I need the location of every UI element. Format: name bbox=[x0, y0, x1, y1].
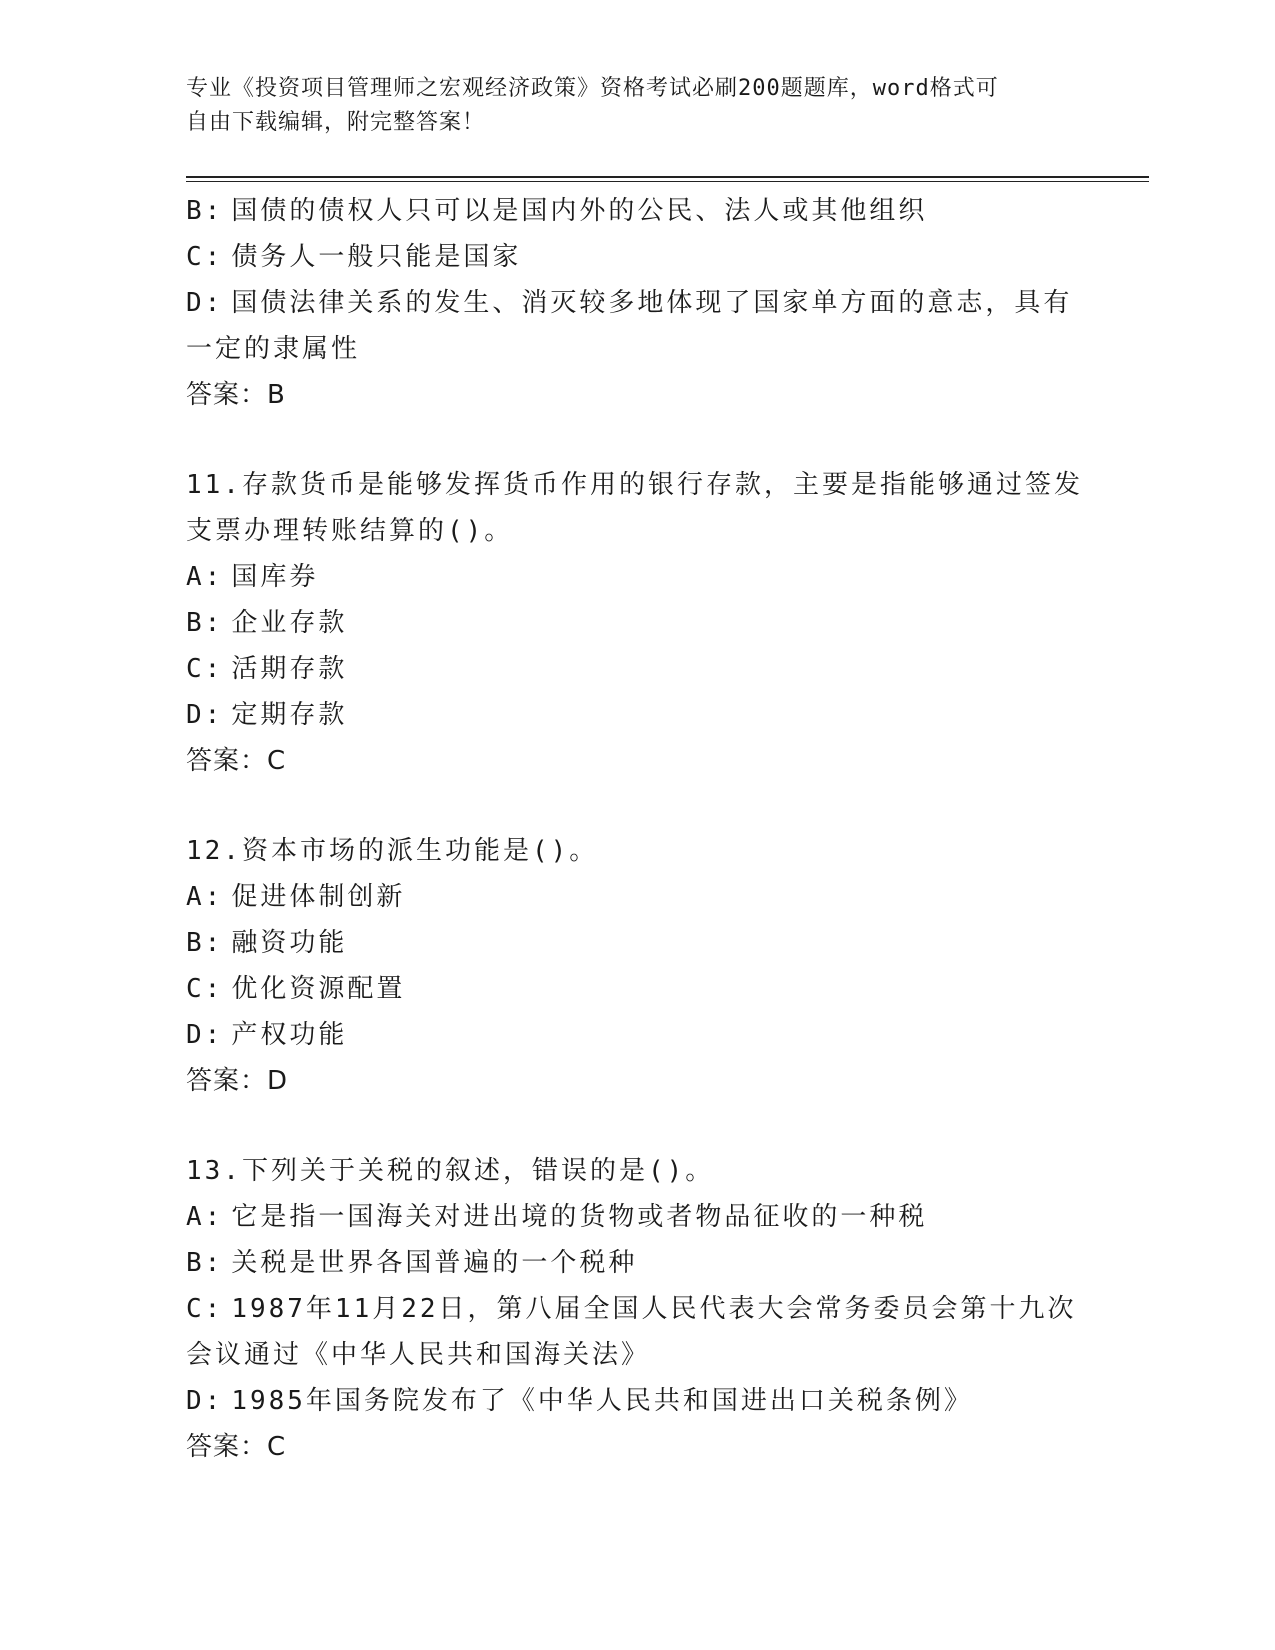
option-prefix: D: bbox=[186, 288, 224, 318]
option-c-continued: 会议通过《中华人民共和国海关法》 bbox=[186, 1340, 651, 1370]
option-prefix: D: bbox=[186, 1020, 224, 1050]
option-text: 国库券 bbox=[231, 562, 319, 592]
option-prefix: C: bbox=[186, 1294, 224, 1324]
option-text: 优化资源配置 bbox=[231, 974, 406, 1004]
option-text: 活期存款 bbox=[231, 654, 348, 684]
question-12 bbox=[186, 828, 1086, 1104]
option-a bbox=[186, 1194, 1086, 1240]
option-d bbox=[186, 692, 1086, 738]
option-d bbox=[186, 1378, 1086, 1424]
answer: 答案：B bbox=[186, 380, 286, 410]
option-prefix: A: bbox=[186, 1202, 224, 1232]
option-prefix: A: bbox=[186, 882, 224, 912]
option-prefix: B: bbox=[186, 196, 224, 226]
question-13 bbox=[186, 1148, 1086, 1470]
question-11 bbox=[186, 462, 1086, 784]
option-prefix: C: bbox=[186, 974, 224, 1004]
option-text: 企业存款 bbox=[231, 608, 348, 638]
document-header bbox=[186, 72, 1066, 140]
question-stem: 13.下列关于关税的叙述，错误的是()。 bbox=[186, 1156, 715, 1186]
header-rule-thin bbox=[186, 181, 1149, 182]
option-text: 1985年国务院发布了《中华人民共和国进出口关税条例》 bbox=[231, 1386, 973, 1416]
option-prefix: B: bbox=[186, 608, 224, 638]
header-line-1: 专业《投资项目管理师之宏观经济政策》资格考试必刷200题题库，word格式可 bbox=[186, 76, 999, 101]
option-prefix: C: bbox=[186, 242, 224, 272]
header-line-2: 自由下载编辑，附完整答案！ bbox=[186, 110, 486, 135]
option-prefix: B: bbox=[186, 928, 224, 958]
option-c bbox=[186, 1286, 1086, 1332]
answer: 答案：D bbox=[186, 1066, 289, 1096]
option-text: 1987年11月22日，第八届全国人民代表大会常务委员会第十九次 bbox=[231, 1294, 1077, 1324]
option-b bbox=[186, 920, 1086, 966]
option-text: 产权功能 bbox=[231, 1020, 348, 1050]
option-d bbox=[186, 1012, 1086, 1058]
option-prefix: D: bbox=[186, 700, 224, 730]
header-rule-thick bbox=[186, 176, 1149, 178]
option-text: 它是指一国海关对进出境的货物或者物品征收的一种税 bbox=[231, 1202, 928, 1232]
question-10-tail bbox=[186, 188, 1086, 418]
question-list bbox=[186, 188, 1086, 1470]
option-text: 债务人一般只能是国家 bbox=[231, 242, 522, 272]
option-c bbox=[186, 966, 1086, 1012]
option-prefix: A: bbox=[186, 562, 224, 592]
option-text: 国债的债权人只可以是国内外的公民、法人或其他组织 bbox=[231, 196, 928, 226]
option-text: 国债法律关系的发生、消灭较多地体现了国家单方面的意志，具有 bbox=[231, 288, 1073, 318]
option-a bbox=[186, 874, 1086, 920]
option-prefix: B: bbox=[186, 1248, 224, 1278]
answer: 答案：C bbox=[186, 1432, 287, 1462]
question-stem: 11.存款货币是能够发挥货币作用的银行存款，主要是指能够通过签发 bbox=[186, 470, 1083, 500]
option-b bbox=[186, 1240, 1086, 1286]
option-prefix: C: bbox=[186, 654, 224, 684]
option-text: 融资功能 bbox=[231, 928, 348, 958]
option-text: 定期存款 bbox=[231, 700, 348, 730]
answer: 答案：C bbox=[186, 746, 287, 776]
option-d bbox=[186, 280, 1086, 326]
option-c bbox=[186, 234, 1086, 280]
option-text: 关税是世界各国普遍的一个税种 bbox=[231, 1248, 638, 1278]
option-d-continued: 一定的隶属性 bbox=[186, 334, 361, 364]
option-c bbox=[186, 646, 1086, 692]
option-a bbox=[186, 554, 1086, 600]
option-text: 促进体制创新 bbox=[231, 882, 406, 912]
question-stem-continued: 支票办理转账结算的()。 bbox=[186, 516, 514, 546]
option-prefix: D: bbox=[186, 1386, 224, 1416]
option-b bbox=[186, 188, 1086, 234]
option-b bbox=[186, 600, 1086, 646]
question-stem: 12.资本市场的派生功能是()。 bbox=[186, 836, 599, 866]
